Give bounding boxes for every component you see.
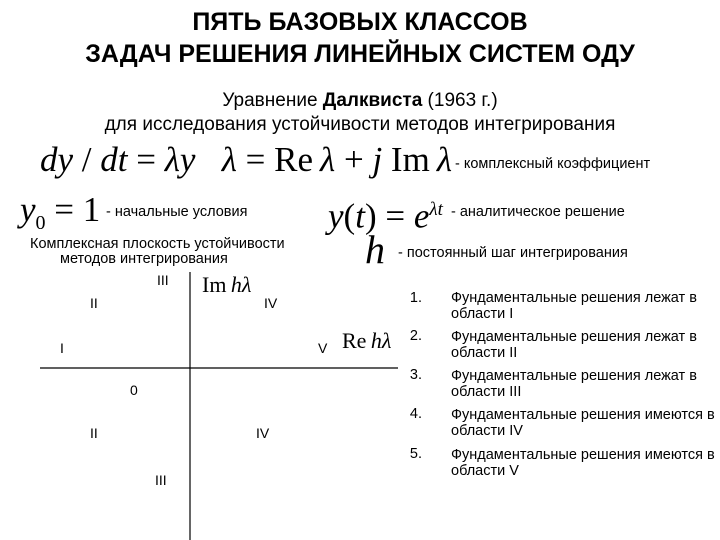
initial-note: - начальные условия — [106, 204, 248, 220]
list-item-3: Фундаментальные решения лежат в области III — [451, 368, 697, 400]
dahlquist-equation: dy / dt = λy λ = Re λ + j Im λ — [40, 140, 452, 179]
subtitle-prefix: Уравнение — [222, 90, 323, 111]
list-number-2: 2. — [409, 328, 422, 344]
subtitle-line2: для исследования устойчивости методов интегрирования — [104, 114, 616, 135]
list-number-3: 3. — [409, 367, 422, 383]
list-item-4: Фундаментальные решения имеются в области IV — [451, 407, 715, 439]
region-label-bottom-iv: IV — [256, 425, 270, 441]
plane-caption-line1: Комплексная плоскость устойчивости — [30, 236, 285, 252]
list-number-5: 5. — [409, 446, 422, 462]
list-item-5: Фундаментальные решения имеются в области V — [451, 447, 715, 479]
re-axis-label: Re hλ — [342, 328, 392, 353]
page-title-line1: ПЯТЬ БАЗОВЫХ КЛАССОВ — [192, 8, 528, 36]
region-label-top-ii: II — [90, 295, 98, 311]
subtitle-suffix: (1963 г.) — [422, 90, 498, 111]
plane-caption-line2: методов интегрирования — [60, 251, 228, 267]
initial-condition: $y_0 = 1$ — [20, 190, 101, 234]
region-label-bottom-iii: III — [155, 472, 167, 488]
region-label-top-iv: IV — [264, 295, 278, 311]
page-title-line2: ЗАДАЧ РЕШЕНИЯ ЛИНЕЙНЫХ СИСТЕМ ОДУ — [85, 40, 635, 68]
list-item-2: Фундаментальные решения лежат в области II — [451, 329, 697, 361]
list-item-1: Фундаментальные решения лежат в области I — [451, 290, 697, 322]
analytic-solution: $y(t) = e^{\lambda t}$ — [328, 196, 443, 236]
list-number-1: 1. — [409, 290, 422, 306]
region-label-i: I — [60, 340, 64, 356]
origin-label: 0 — [130, 382, 138, 398]
lambda-note: - комплексный коэффициент — [455, 156, 651, 172]
region-label-top-iii: III — [157, 272, 169, 288]
step-note: - постоянный шаг интегрирования — [398, 245, 628, 261]
region-label-v: V — [318, 340, 328, 356]
im-axis-label: Im hλ — [202, 272, 252, 297]
step-symbol: h — [365, 227, 385, 272]
solution-note: - аналитическое решение — [451, 204, 625, 220]
subtitle-name: Далквиста — [322, 90, 423, 111]
region-label-bottom-ii: II — [90, 425, 98, 441]
list-number-4: 4. — [409, 406, 422, 422]
